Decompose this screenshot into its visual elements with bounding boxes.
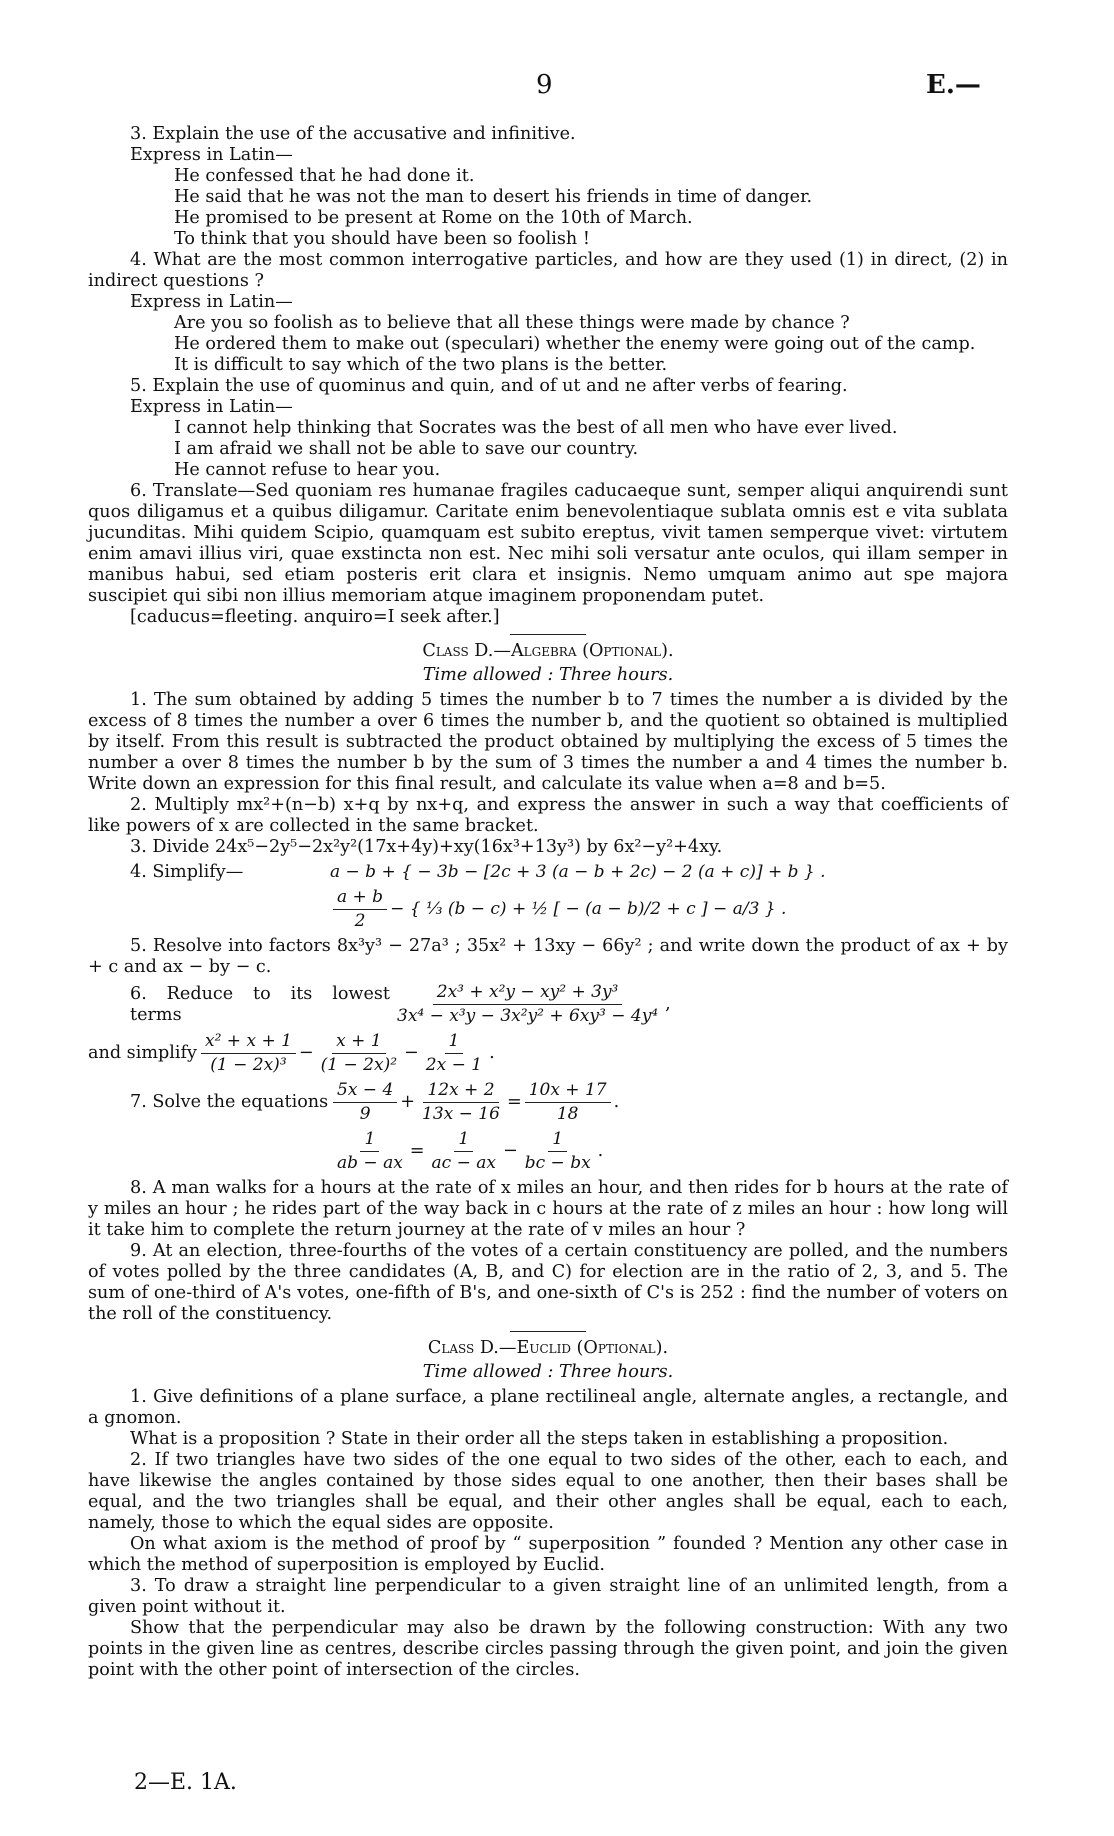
q6-s3: $\frac{1}{2x - 1}$ (425, 1031, 483, 1075)
latin-q5-line: I am afraid we shall not be able to save our country. (174, 439, 639, 459)
section-divider (510, 634, 586, 635)
algebra-title: Class D.—Algebra (Optional). (422, 641, 674, 661)
algebra-q5: 5. Resolve into factors 8x³y³ − 27a³ ; 35x² + 13xy − 66y² ; and write down the product of ax + by + c and ax − by − c. (88, 936, 1008, 977)
euclid-q3: 3. To draw a straight line perpendicular to a given straight line of an unlimited length, from a given point without it. (88, 1576, 1008, 1617)
algebra-time: Time allowed : Three hours. (422, 665, 674, 685)
latin-q3-line: He confessed that he had done it. (174, 166, 475, 186)
latin-q3-line: To think that you should have been so foolish ! (174, 229, 590, 249)
page-content (88, 124, 1008, 1681)
algebra-q4 (88, 862, 1008, 883)
algebra-q9: 9. At an election, three-fourths of the votes of a certain constituency are polled, and the numbers of votes polled by the three candidates (A, B, and C) for election are in the ratio of 2, 3, and 5. The sum of one-third of A's votes, one-fifth of B's, and one-sixth of C's is 252 : find the number of voters on the roll of the constituency. (88, 1241, 1008, 1324)
q4-expression-1: a − b + { − 3b − [2c + 3 (a − b + 2c) − 2 (a + c)] + b } . (330, 862, 826, 882)
algebra-q3: 3. Divide 24x⁵−2y⁵−2x²y²(17x+4y)+xy(16x³+13y³) by 6x²−y²+4xy. (130, 837, 723, 857)
algebra-q4-second (88, 887, 1008, 932)
section-divider (510, 1331, 586, 1332)
algebra-q7-second: $\frac{1}{ab - ax}$ = $\frac{1}{ac - ax}$ − $\frac{1}{bc - bx}$ . (337, 1129, 604, 1173)
algebra-q2: 2. Multiply mx²+(n−b) x+q by nx+q, and express the answer in such a way that coefficients of like powers of x are collected in the same bracket. (88, 795, 1008, 836)
latin-q4: 4. What are the most common interrogative particles, and how are they used (1) in direct, (2) in indirect questions ? (88, 250, 1008, 291)
latin-q5-line: I cannot help thinking that Socrates was the best of all men who have ever lived. (174, 418, 898, 438)
euclid-title: Class D.—Euclid (Optional). (427, 1338, 669, 1358)
footer-signature: 2—E. 1A. (134, 1770, 237, 1795)
latin-q6-translate: 6. Translate—Sed quoniam res humanae fragiles caducaeque sunt, semper aliqui anquirendi sunt quos diligamus et a quibus diligamur. Caritate enim benevolentiaque sublata omnis est e vita sublata jucunditas. Mihi quidem Scipio, quamquam est subito ereptus, vivit tamen semperque vivet: virtutem enim amavi illius viri, quae exstincta non est. Nec mihi soli versatur ante oculos, qui illam semper in manibus habui, sed etiam posteris erit clara et insignis. Nemo umquam animo aut spe majora suscipiet qui sibi non illius memoriam atque imaginem proponendam putet. (88, 481, 1008, 606)
euclid-q1b: What is a proposition ? State in their order all the steps taken in establishing a proposition. (130, 1429, 949, 1449)
algebra-q6-simplify: and simplify $\frac{\text{x² + x + 1}}{\text{(1 − 2x)³}}$ − $\frac{x + 1}{\text{(1 − 2x)²}}$ − $\frac{1}{2x - 1}$ . (88, 1031, 495, 1075)
algebra-q7: 7. Solve the equations $\frac{5x - 4}{9}$ + $\frac{12x + 2}{13x - 16}$ = $\frac{10x + 17}{18}$ . (130, 1080, 620, 1124)
euclid-time: Time allowed : Three hours. (422, 1362, 674, 1382)
page-header (0, 70, 1114, 110)
latin-q4-line: It is difficult to say which of the two plans is the better. (174, 355, 668, 375)
euclid-q3b: Show that the perpendicular may also be drawn by the following construction: With any two points in the given line as centres, describe circles passing through the given point, and join the given point with the other point of intersection of the circles. (88, 1618, 1008, 1680)
euclid-q2: 2. If two triangles have two sides of the one equal to two sides of the other, each to each, and have likewise the angles contained by those sides equal to one another, then their bases shall be equal, and the two triangles shall be equal, and their other angles shall be equal, each to each, namely, those to which the equal sides are opposite. (88, 1450, 1008, 1533)
latin-q5-line: He cannot refuse to hear you. (174, 460, 441, 480)
latin-q5: 5. Explain the use of quominus and quin, and of ut and ne after verbs of fearing. (130, 376, 848, 396)
algebra-q8: 8. A man walks for a hours at the rate of x miles an hour, and then rides for b hours at the rate of y miles an hour ; he rides part of the way back in c hours at the rate of z miles an hour : how long will it take him to complete the return journey at the rate of v miles an hour ? (88, 1178, 1008, 1240)
express-label: Express in Latin— (130, 292, 293, 312)
algebra-q1: 1. The sum obtained by adding 5 times the number b to 7 times the number a is divided by the excess of 8 times the number a over 6 times the number b, and the quotient so obtained is multiplied by itself. From this result is subtracted the product obtained by multiplying the excess of 5 times the number a over 8 times the number b by the sum of 3 times the number a and 4 times the number b. Write down an expression for this final result, and calculate its value when a=8 and b=5. (88, 690, 1008, 794)
q6-label: 6. Reduce to its lowest terms (130, 983, 390, 1025)
express-label: Express in Latin— (130, 145, 293, 165)
q4-label: 4. Simplify— (130, 862, 244, 882)
euclid-q1: 1. Give definitions of a plane surface, a plane rectilineal angle, alternate angles, a rectangle, and a gnomon. (88, 1387, 1008, 1428)
q6-fraction: $\frac{\text{2x³ + x²y − xy² + 3y³}}{\text{3x⁴ − x³y − 3x²y² + 6xy³ − 4y⁴}}$ (397, 982, 659, 1026)
latin-gloss: [caducus=fleeting. anquiro=I seek after.] (130, 607, 500, 627)
q4-expression-2: − { ⅓ (b − c) + ½ [ − (a − b)/2 + c ] − a/3 } . (390, 899, 787, 919)
latin-q4-line: Are you so foolish as to believe that all these things were made by chance ? (174, 313, 850, 333)
q6-s1: $\frac{\text{x² + x + 1}}{\text{(1 − 2x)³}}$ (201, 1031, 296, 1076)
q7-label: 7. Solve the equations (130, 1092, 329, 1112)
express-label: Express in Latin— (130, 397, 293, 417)
latin-q3-line: He promised to be present at Rome on the 10th of March. (174, 208, 693, 228)
latin-q3: 3. Explain the use of the accusative and infinitive. (130, 124, 576, 144)
page-number: 9 (536, 70, 553, 100)
q4-fraction: $\frac{a + b}{2}$ (333, 887, 387, 932)
euclid-q2b: On what axiom is the method of proof by “ superposition ” founded ? Mention any other case in which the method of superposition is employed by Euclid. (88, 1534, 1008, 1575)
series-code: E.— (926, 70, 981, 100)
algebra-q6: 6. Reduce to its lowest terms $\frac{\text{2x³ + x²y − xy² + 3y³}}{\text{3x⁴ − x³y − 3x²y² + 6xy³ − 4y⁴}}$ , (130, 982, 671, 1026)
q6-s2: $\frac{x + 1}{\text{(1 − 2x)²}}$ (320, 1031, 398, 1075)
latin-q3-line: He said that he was not the man to desert his friends in time of danger. (174, 187, 813, 207)
latin-q4-line: He ordered them to make out (speculari) whether the enemy were going out of the camp. (174, 334, 976, 354)
q6-simplify-label: and simplify (88, 1043, 197, 1063)
